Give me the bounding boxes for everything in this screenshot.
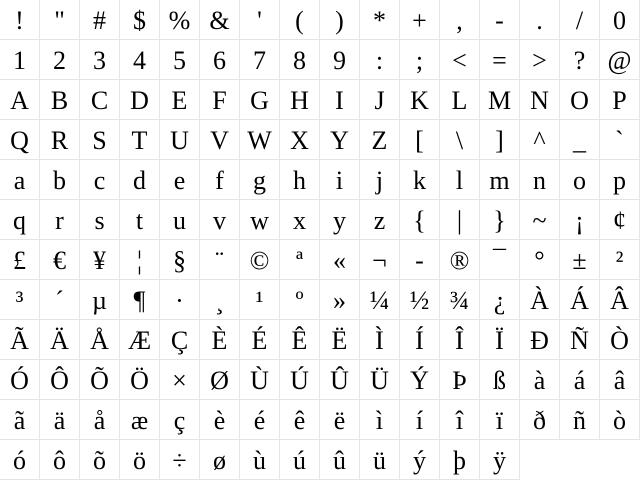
glyph-cell[interactable]: Á: [560, 280, 600, 320]
glyph-cell[interactable]: Þ: [440, 360, 480, 400]
glyph-cell[interactable]: p: [600, 160, 640, 200]
glyph-cell[interactable]: f: [200, 160, 240, 200]
glyph-cell[interactable]: ·: [160, 280, 200, 320]
glyph-cell[interactable]: ³: [0, 280, 40, 320]
glyph-cell[interactable]: Å: [80, 320, 120, 360]
glyph-cell[interactable]: d: [120, 160, 160, 200]
glyph-cell[interactable]: ¨: [200, 240, 240, 280]
glyph-cell[interactable]: #: [80, 0, 120, 40]
glyph-cell[interactable]: w: [240, 200, 280, 240]
glyph-cell[interactable]: %: [160, 0, 200, 40]
glyph-cell[interactable]: 1: [0, 40, 40, 80]
glyph-cell[interactable]: h: [280, 160, 320, 200]
glyph-cell[interactable]: ø: [200, 440, 240, 480]
glyph-cell[interactable]: ´: [40, 280, 80, 320]
glyph-cell[interactable]: Q: [0, 120, 40, 160]
glyph-cell[interactable]: $: [120, 0, 160, 40]
glyph-cell[interactable]: k: [400, 160, 440, 200]
glyph-cell[interactable]: ¦: [120, 240, 160, 280]
glyph-cell[interactable]: |: [440, 200, 480, 240]
glyph-cell[interactable]: ã: [0, 400, 40, 440]
glyph-cell[interactable]: Ç: [160, 320, 200, 360]
glyph-cell[interactable]: ¯: [480, 240, 520, 280]
glyph-cell[interactable]: ü: [360, 440, 400, 480]
glyph-cell[interactable]: r: [40, 200, 80, 240]
glyph-cell[interactable]: Ô: [40, 360, 80, 400]
glyph-cell[interactable]: Ð: [520, 320, 560, 360]
glyph-cell[interactable]: Ù: [240, 360, 280, 400]
glyph-cell[interactable]: &: [200, 0, 240, 40]
glyph-cell[interactable]: A: [0, 80, 40, 120]
glyph-cell[interactable]: ß: [480, 360, 520, 400]
glyph-cell[interactable]: è: [200, 400, 240, 440]
glyph-cell[interactable]: D: [120, 80, 160, 120]
glyph-cell[interactable]: ±: [560, 240, 600, 280]
glyph-cell[interactable]: æ: [120, 400, 160, 440]
glyph-cell[interactable]: X: [280, 120, 320, 160]
glyph-cell[interactable]: ù: [240, 440, 280, 480]
glyph-cell[interactable]: T: [120, 120, 160, 160]
glyph-cell[interactable]: Æ: [120, 320, 160, 360]
glyph-cell[interactable]: Ê: [280, 320, 320, 360]
glyph-cell[interactable]: M: [480, 80, 520, 120]
glyph-cell[interactable]: ¥: [80, 240, 120, 280]
glyph-cell[interactable]: }: [480, 200, 520, 240]
glyph-cell[interactable]: ÿ: [480, 440, 520, 480]
glyph-cell[interactable]: á: [560, 360, 600, 400]
glyph-cell[interactable]: «: [320, 240, 360, 280]
glyph-cell[interactable]: :: [360, 40, 400, 80]
glyph-cell[interactable]: à: [520, 360, 560, 400]
glyph-cell[interactable]: Ï: [480, 320, 520, 360]
glyph-cell[interactable]: Ø: [200, 360, 240, 400]
glyph-cell[interactable]: L: [440, 80, 480, 120]
glyph-cell[interactable]: y: [320, 200, 360, 240]
glyph-cell[interactable]: U: [160, 120, 200, 160]
glyph-cell[interactable]: 0: [600, 0, 640, 40]
glyph-cell[interactable]: î: [440, 400, 480, 440]
empty-cell: [520, 440, 560, 480]
glyph-cell[interactable]: e: [160, 160, 200, 200]
glyph-cell[interactable]: F: [200, 80, 240, 120]
glyph-cell[interactable]: z: [360, 200, 400, 240]
glyph-cell[interactable]: È: [200, 320, 240, 360]
glyph-cell[interactable]: O: [560, 80, 600, 120]
glyph-cell[interactable]: J: [360, 80, 400, 120]
glyph-cell[interactable]: /: [560, 0, 600, 40]
glyph-cell[interactable]: j: [360, 160, 400, 200]
glyph-cell[interactable]: ¡: [560, 200, 600, 240]
glyph-cell[interactable]: ö: [120, 440, 160, 480]
glyph-cell[interactable]: ÷: [160, 440, 200, 480]
glyph-cell[interactable]: t: [120, 200, 160, 240]
glyph-cell[interactable]: ä: [40, 400, 80, 440]
glyph-cell[interactable]: Ö: [120, 360, 160, 400]
glyph-cell[interactable]: *: [360, 0, 400, 40]
glyph-cell[interactable]: »: [320, 280, 360, 320]
glyph-cell[interactable]: ®: [440, 240, 480, 280]
glyph-cell[interactable]: V: [200, 120, 240, 160]
glyph-cell[interactable]: 3: [80, 40, 120, 80]
glyph-cell[interactable]: @: [600, 40, 640, 80]
glyph-cell[interactable]: þ: [440, 440, 480, 480]
glyph-cell[interactable]: ì: [360, 400, 400, 440]
glyph-cell[interactable]: !: [0, 0, 40, 40]
glyph-cell[interactable]: ¬: [360, 240, 400, 280]
glyph-cell[interactable]: Î: [440, 320, 480, 360]
glyph-cell[interactable]: Ã: [0, 320, 40, 360]
glyph-cell[interactable]: G: [240, 80, 280, 120]
glyph-cell[interactable]: Â: [600, 280, 640, 320]
glyph-cell[interactable]: P: [600, 80, 640, 120]
glyph-cell[interactable]: û: [320, 440, 360, 480]
glyph-cell[interactable]: õ: [80, 440, 120, 480]
glyph-cell[interactable]: B: [40, 80, 80, 120]
glyph-cell[interactable]: {: [400, 200, 440, 240]
glyph-cell[interactable]: +: [400, 0, 440, 40]
glyph-cell[interactable]: _: [560, 120, 600, 160]
glyph-cell[interactable]: Ò: [600, 320, 640, 360]
glyph-cell[interactable]: u: [160, 200, 200, 240]
glyph-cell[interactable]: ô: [40, 440, 80, 480]
glyph-cell[interactable]: ë: [320, 400, 360, 440]
glyph-cell[interactable]: ©: [240, 240, 280, 280]
glyph-cell[interactable]: H: [280, 80, 320, 120]
glyph-cell[interactable]: í: [400, 400, 440, 440]
glyph-cell[interactable]: C: [80, 80, 120, 120]
glyph-cell[interactable]: n: [520, 160, 560, 200]
glyph-cell[interactable]: â: [600, 360, 640, 400]
glyph-cell[interactable]: ;: [400, 40, 440, 80]
glyph-cell[interactable]: å: [80, 400, 120, 440]
glyph-cell[interactable]: €: [40, 240, 80, 280]
empty-cell: [560, 440, 600, 480]
glyph-cell[interactable]: ~: [520, 200, 560, 240]
glyph-cell[interactable]: ½: [400, 280, 440, 320]
empty-cell: [600, 440, 640, 480]
glyph-cell[interactable]: Ì: [360, 320, 400, 360]
glyph-cell[interactable]: É: [240, 320, 280, 360]
glyph-cell[interactable]: l: [440, 160, 480, 200]
glyph-cell[interactable]: o: [560, 160, 600, 200]
glyph-cell[interactable]: ': [240, 0, 280, 40]
glyph-cell[interactable]: N: [520, 80, 560, 120]
glyph-cell[interactable]: ¾: [440, 280, 480, 320]
glyph-cell[interactable]: ó: [0, 440, 40, 480]
glyph-cell[interactable]: Ü: [360, 360, 400, 400]
glyph-cell[interactable]: Y: [320, 120, 360, 160]
glyph-cell[interactable]: ?: [560, 40, 600, 80]
glyph-cell[interactable]: ç: [160, 400, 200, 440]
glyph-cell[interactable]: x: [280, 200, 320, 240]
glyph-cell[interactable]: À: [520, 280, 560, 320]
glyph-cell[interactable]: K: [400, 80, 440, 120]
glyph-cell[interactable]: (: [280, 0, 320, 40]
glyph-cell[interactable]: =: [480, 40, 520, 80]
glyph-cell[interactable]: i: [320, 160, 360, 200]
glyph-cell[interactable]: ]: [480, 120, 520, 160]
glyph-cell[interactable]: 5: [160, 40, 200, 80]
glyph-cell[interactable]: ¢: [600, 200, 640, 240]
glyph-cell[interactable]: 9: [320, 40, 360, 80]
glyph-cell[interactable]: Õ: [80, 360, 120, 400]
glyph-cell[interactable]: ò: [600, 400, 640, 440]
glyph-cell[interactable]: s: [80, 200, 120, 240]
glyph-cell[interactable]: Z: [360, 120, 400, 160]
glyph-cell[interactable]: ¸: [200, 280, 240, 320]
glyph-cell[interactable]: E: [160, 80, 200, 120]
glyph-cell[interactable]: 7: [240, 40, 280, 80]
glyph-cell[interactable]: ¶: [120, 280, 160, 320]
glyph-cell[interactable]: °: [520, 240, 560, 280]
glyph-cell[interactable]: 2: [40, 40, 80, 80]
glyph-cell[interactable]: Ý: [400, 360, 440, 400]
glyph-cell[interactable]: é: [240, 400, 280, 440]
glyph-cell[interactable]: ú: [280, 440, 320, 480]
glyph-cell[interactable]: [: [400, 120, 440, 160]
glyph-cell[interactable]: º: [280, 280, 320, 320]
glyph-cell[interactable]: Ó: [0, 360, 40, 400]
glyph-cell[interactable]: 4: [120, 40, 160, 80]
glyph-cell[interactable]: ": [40, 0, 80, 40]
glyph-cell[interactable]: ¼: [360, 280, 400, 320]
glyph-cell[interactable]: ¿: [480, 280, 520, 320]
glyph-cell[interactable]: Í: [400, 320, 440, 360]
glyph-cell[interactable]: £: [0, 240, 40, 280]
glyph-cell[interactable]: a: [0, 160, 40, 200]
glyph-cell[interactable]: µ: [80, 280, 120, 320]
glyph-cell[interactable]: Û: [320, 360, 360, 400]
glyph-cell[interactable]: -: [400, 240, 440, 280]
glyph-cell[interactable]: b: [40, 160, 80, 200]
glyph-cell[interactable]: Ú: [280, 360, 320, 400]
glyph-cell[interactable]: §: [160, 240, 200, 280]
glyph-cell[interactable]: ²: [600, 240, 640, 280]
glyph-cell[interactable]: Ä: [40, 320, 80, 360]
glyph-cell[interactable]: ª: [280, 240, 320, 280]
glyph-cell[interactable]: g: [240, 160, 280, 200]
glyph-cell[interactable]: ^: [520, 120, 560, 160]
glyph-cell[interactable]: 6: [200, 40, 240, 80]
glyph-cell[interactable]: -: [480, 0, 520, 40]
glyph-cell[interactable]: Ë: [320, 320, 360, 360]
glyph-cell[interactable]: ð: [520, 400, 560, 440]
glyph-cell[interactable]: .: [520, 0, 560, 40]
glyph-cell[interactable]: `: [600, 120, 640, 160]
glyph-cell[interactable]: ): [320, 0, 360, 40]
glyph-cell[interactable]: R: [40, 120, 80, 160]
glyph-cell[interactable]: ×: [160, 360, 200, 400]
glyph-cell[interactable]: ï: [480, 400, 520, 440]
glyph-cell[interactable]: <: [440, 40, 480, 80]
glyph-cell[interactable]: ý: [400, 440, 440, 480]
glyph-cell[interactable]: >: [520, 40, 560, 80]
glyph-cell[interactable]: Ñ: [560, 320, 600, 360]
glyph-cell[interactable]: ñ: [560, 400, 600, 440]
glyph-cell[interactable]: I: [320, 80, 360, 120]
glyph-cell[interactable]: W: [240, 120, 280, 160]
glyph-cell[interactable]: ¹: [240, 280, 280, 320]
glyph-cell[interactable]: ê: [280, 400, 320, 440]
glyph-cell[interactable]: \: [440, 120, 480, 160]
glyph-cell[interactable]: v: [200, 200, 240, 240]
glyph-cell[interactable]: 8: [280, 40, 320, 80]
glyph-cell[interactable]: m: [480, 160, 520, 200]
glyph-cell[interactable]: c: [80, 160, 120, 200]
glyph-cell[interactable]: q: [0, 200, 40, 240]
glyph-cell[interactable]: ,: [440, 0, 480, 40]
glyph-cell[interactable]: S: [80, 120, 120, 160]
